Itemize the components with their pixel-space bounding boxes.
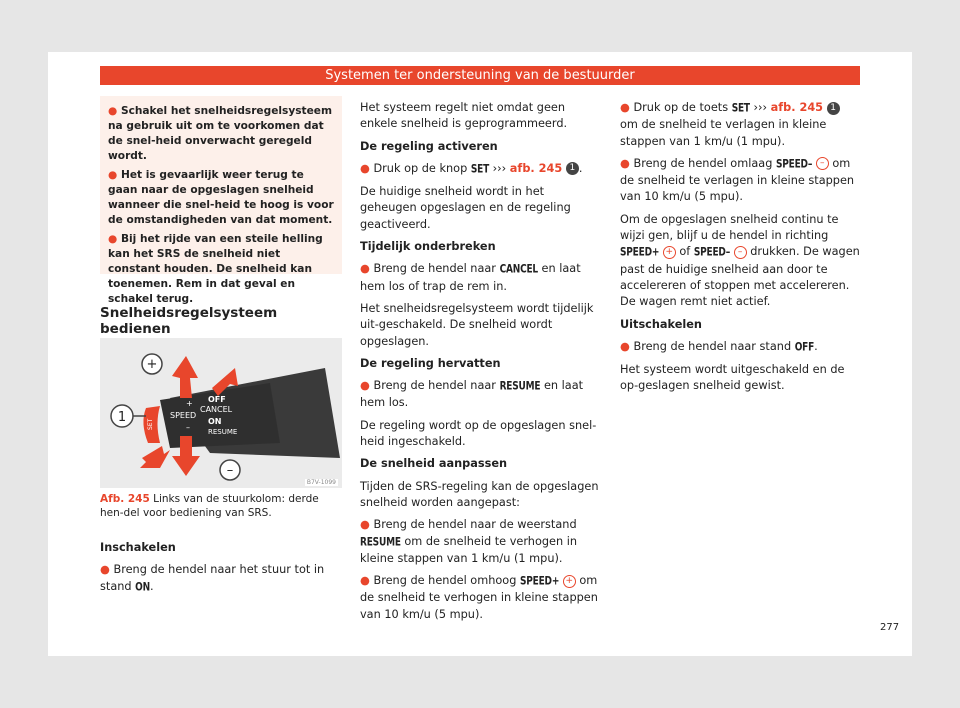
plus-symbol-icon: + [663, 246, 676, 259]
minus-symbol-icon: – [816, 157, 829, 170]
bullet-icon: ● [360, 379, 370, 393]
column-2 [360, 100, 600, 629]
heading-inschakelen: Inschakelen [100, 541, 176, 554]
bullet-icon: ● [360, 574, 370, 588]
lever-cancel-label: CANCEL [200, 405, 233, 414]
warning-box [100, 96, 342, 305]
lever-speed-label: SPEED [170, 411, 197, 420]
lever-minus-label: – [186, 423, 190, 432]
plus-callout-label: + [146, 357, 158, 372]
paragraph: Om de opgeslagen snelheid continu te wijzi gen, blijf u de hendel in richting SPEED+ + of SPEED– – drukken. De wagen past de huidige snelheid aan door te accelereren of stoppen met accelereren. De wagen remt niet actief. [620, 212, 860, 309]
list-item: ● Breng de hendel omhoog SPEED+ + om de snelheid te verhogen in kleine stappen van 10 km/u (5 mpu). [360, 574, 598, 621]
heading-activeren: De regeling activeren [360, 139, 498, 153]
warning-item: ● Schakel het snelheidsregelsysteem na gebruik uit om te voorkomen dat de snel-heid onverwacht geregeld wordt. [108, 105, 333, 162]
minus-symbol-icon: – [734, 246, 747, 259]
lever-on-label: ON [208, 417, 222, 426]
list-item: ● Druk op de toets SET ››› afb. 245 1 om de snelheid te verlagen in kleine stappen van 1 km/u (1 mpu). [620, 100, 860, 150]
heading-aanpassen: De snelheid aanpassen [360, 457, 508, 471]
figure-link[interactable]: afb. 245 [770, 101, 824, 114]
callout-number-icon: 1 [827, 102, 840, 115]
list-item: ● Breng de hendel naar RESUME en laat hem los. [360, 379, 584, 410]
chapter-header: Systemen ter ondersteuning van de bestuurder [100, 66, 860, 85]
paragraph: Het systeem wordt uitgeschakeld en de op-geslagen snelheid gewist. [620, 363, 845, 393]
stalk-illustration [100, 338, 342, 488]
paragraph: Het systeem regelt niet omdat geen enkele snelheid is geprogrammeerd. [360, 101, 568, 131]
list-item: ● Breng de hendel naar de weerstand RESUME om de snelheid te verhogen in kleine stappen van 1 km/u (1 mpu). [360, 518, 578, 565]
column-3 [620, 100, 860, 401]
heading-hervatten: De regeling hervatten [360, 356, 501, 370]
lever-off-label: OFF [208, 395, 226, 404]
minus-callout-label: – [226, 463, 234, 478]
list-item: ● Breng de hendel naar CANCEL en laat hem los of trap de rem in. [360, 262, 581, 293]
bullet-icon: ● [108, 233, 118, 245]
bullet-icon: ● [620, 339, 630, 353]
list-item: ● Druk op de knop SET ››› afb. 245 1 . [360, 161, 583, 177]
list-item: ● Breng de hendel omlaag SPEED– – om de snelheid te verlagen in kleine stappen van 10 km/u (5 mpu). [620, 156, 855, 204]
figure-link[interactable]: afb. 245 [509, 161, 563, 175]
bullet-icon: ● [108, 105, 118, 117]
lever-resume-label: RESUME [208, 428, 238, 436]
page-number: 277 [880, 622, 900, 633]
caption-ref: Afb. 245 [100, 493, 150, 505]
plus-symbol-icon: + [563, 575, 576, 588]
lever-set-label: SET [147, 418, 154, 430]
bullet-icon: ● [100, 563, 110, 577]
list-item: ● Breng de hendel naar het stuur tot in stand ON. [100, 563, 325, 594]
heading-uitschakelen: Uitschakelen [620, 317, 702, 331]
paragraph: De regeling wordt op de opgeslagen snel-heid ingeschakeld. [360, 418, 597, 449]
bullet-icon: ● [360, 161, 370, 175]
figure-caption [100, 492, 342, 520]
heading-onderbreken: Tijdelijk onderbreken [360, 240, 496, 254]
number-one-label: 1 [117, 410, 127, 425]
bullet-icon: ● [620, 156, 630, 170]
lever-figure [100, 338, 342, 488]
caption-text: Links van de stuurkolom: derde hen-del voor bediening van SRS. [100, 493, 319, 519]
list-item: ● Breng de hendel naar stand OFF. [620, 339, 818, 355]
figure-code: B7V-1099 [306, 479, 336, 486]
callout-number-icon: 1 [566, 162, 579, 175]
bullet-icon: ● [108, 169, 118, 181]
paragraph: Tijden de SRS-regeling kan de opgeslagen snelheid worden aangepast: [360, 479, 599, 509]
bullet-icon: ● [620, 101, 630, 114]
bullet-icon: ● [360, 518, 370, 532]
column-1 [100, 536, 342, 602]
paragraph: De huidige snelheid wordt in het geheugen opgeslagen en de regeling geactiveerd. [360, 185, 571, 231]
lever-plus-label: + [186, 399, 193, 408]
warning-item: ● Het is gevaarlijk weer terug te gaan naar de opgeslagen snelheid wanneer die snel-heid te hoog is voor de omstandigheden van dat moment. [108, 169, 334, 226]
warning-item: ● Bij het rijde van een steile helling kan het SRS de snelheid niet constant houden. De snelheid kan toenemen. Rem in dat geval en schakel terug. [108, 233, 323, 305]
paragraph: Het snelheidsregelsysteem wordt tijdelijk uit-geschakeld. De snelheid wordt opgeslagen. [360, 301, 594, 348]
section-title: Snelheidsregelsysteem bedienen [100, 305, 342, 346]
bullet-icon: ● [360, 262, 370, 276]
